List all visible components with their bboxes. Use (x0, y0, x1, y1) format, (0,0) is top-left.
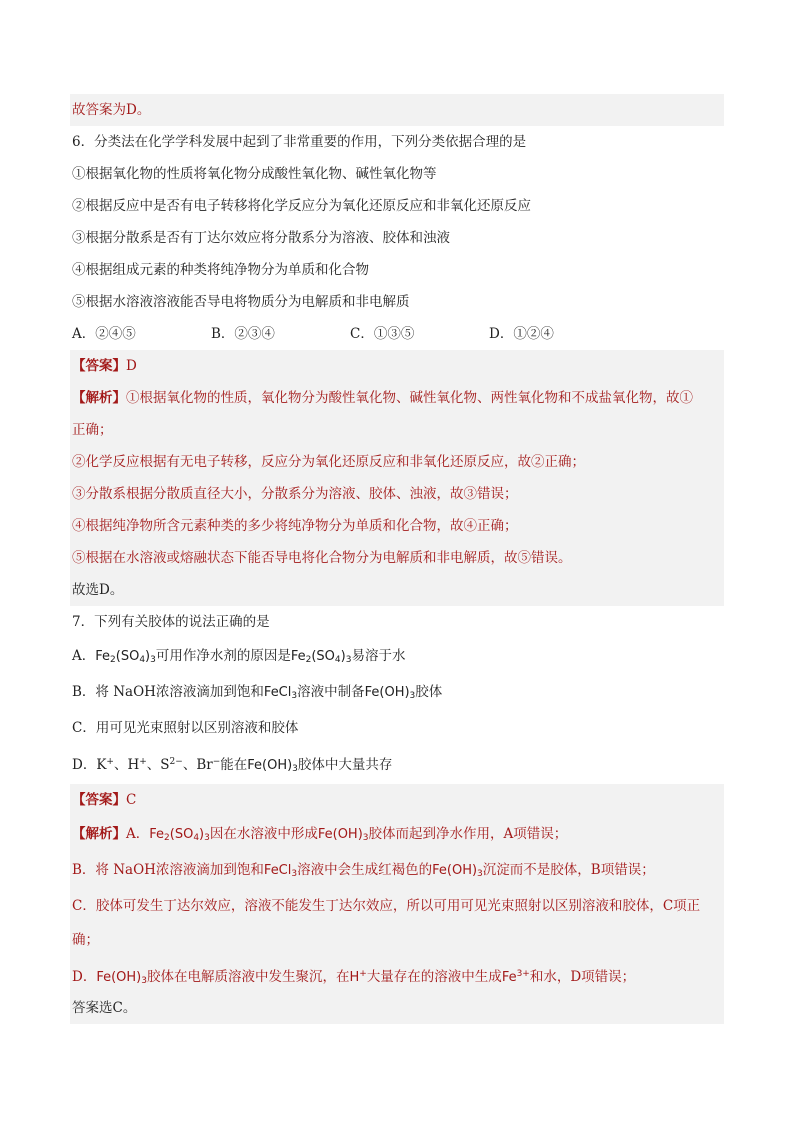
q7-option-b: B．将 NaOH浓溶液滴加到饱和FeCl$_3$溶液中制备$Fe(OH)_3$胶体 (72, 684, 443, 701)
q6-answer-line (70, 350, 724, 382)
formula-feoh3: $Fe(OH)_3$ (432, 863, 483, 879)
q7-option-d: D．K+、H+、$S^{2-}$、Br−能在$Fe(OH)_3$胶体中大量共存 (72, 757, 393, 774)
q6-options (70, 318, 724, 350)
q6-analysis-line-3: ②化学反应根据有无电子转移，反应分为氧化还原反应和非氧化还原反应，故②正确； (72, 454, 585, 470)
formula-feoh3: $Fe(OH)_3$ (247, 758, 298, 774)
q7-answer-value: C (126, 792, 137, 808)
formula-fecl3: FeCl$_3$ (263, 685, 298, 701)
formula-h-plus: H+ (349, 969, 367, 985)
q6-item-5: ⑤根据水溶液溶液能否导电将物质分为电解质和非电解质 (72, 294, 410, 310)
formula-feoh3: $Fe(OH)_3$ (364, 685, 416, 701)
previous-answer-conclusion: 故答案为D。 (70, 94, 724, 126)
q7-analysis-b: B．将 NaOH浓溶液滴加到饱和FeCl$_3$溶液中会生成红褐色的$Fe(OH)_3$沉淀而不是胶体，B项错误； (72, 862, 655, 879)
q6-answer-value: D (126, 358, 137, 374)
q7-analysis-label: 【解析】 (72, 826, 126, 842)
q6-analysis-label: 【解析】 (72, 390, 126, 406)
q6-analysis-line-5: ④根据纯净物所含元素种类的多少将纯净物分为单质和化合物，故④正确； (72, 518, 518, 534)
q7-analysis-c-1: C．胶体可发生丁达尔效应，溶液不能发生丁达尔效应，所以可用可见光束照射以区别溶液和胶体，C项正 (72, 898, 701, 914)
q7-option-c: C．用可见光束照射以区别溶液和胶体 (72, 720, 299, 736)
q6-answer-label: 【答案】 (72, 358, 126, 374)
document-page (70, 94, 724, 1024)
q6-item-3: ③根据分散系是否有丁达尔效应将分散系分为溶液、胶体和浊液 (72, 230, 450, 246)
q6-option-d: D．①②④ (489, 326, 554, 342)
q6-option-b: B．②③④ (211, 326, 275, 342)
q7-answer-label: 【答案】 (72, 792, 126, 808)
q6-analysis-line-1: 【解析】①根据氧化物的性质，氧化物分为酸性氧化物、碱性氧化物、两性氧化物和不成盐氧化物，故① (72, 390, 693, 406)
q7-conclusion: 答案选C。 (72, 1000, 137, 1016)
q7-solution-block (70, 784, 724, 1024)
q7-analysis-a: 【解析】A．$Fe_2(SO_4)_3$因在水溶液中形成$Fe(OH)_3$胶体而起到净水作用，A项错误； (72, 826, 568, 843)
q7-option-a: A．$Fe_2(SO_4)_3$可用作净水剂的原因是$Fe_2(SO_4)_3$易溶于水 (72, 648, 406, 665)
formula-fe2so43: $Fe_2(SO_4)_3$ (95, 649, 156, 665)
q6-option-a: A．②④⑤ (72, 326, 136, 342)
formula-fecl3: FeCl$_3$ (263, 863, 298, 879)
q6-item-2: ②根据反应中是否有电子转移将化学反应分为氧化还原反应和非氧化还原反应 (72, 198, 531, 214)
q6-stem: 6．分类法在化学学科发展中起到了非常重要的作用，下列分类依据合理的是 (72, 134, 527, 150)
q7-answer-line (70, 784, 724, 816)
q6-item-4: ④根据组成元素的种类将纯净物分为单质和化合物 (72, 262, 369, 278)
q7-analysis-c-2: 确； (72, 932, 99, 948)
q6-item-1: ①根据氧化物的性质将氧化物分成酸性氧化物、碱性氧化物等 (72, 166, 437, 182)
q6-analysis-line-6: ⑤根据在水溶液或熔融状态下能否导电将化合物分为电解质和非电解质，故⑤错误。 (72, 550, 572, 566)
q6-analysis-line-4: ③分散系根据分散质直径大小，分散系分为溶液、胶体、浊液，故③错误； (72, 486, 518, 502)
q6-conclusion: 故选D。 (72, 582, 124, 598)
formula-fe2so43: $Fe_2(SO_4)_3$ (149, 827, 210, 843)
q6-solution-block (70, 350, 724, 606)
q6-analysis-line-2: 正确； (72, 422, 113, 438)
q7-stem: 7．下列有关胶体的说法正确的是 (72, 614, 270, 630)
formula-fe2so43: $Fe_2(SO_4)_3$ (290, 649, 352, 665)
formula-feoh3: $Fe(OH)_3$ (96, 970, 147, 986)
formula-feoh3: $Fe(OH)_3$ (317, 827, 369, 843)
formula-fe3-plus: $Fe^{3+}$ (501, 969, 530, 985)
q7-analysis-d: D．$Fe(OH)_3$胶体在电解质溶液中发生聚沉，在H+大量存在的溶液中生成$Fe^{3+}$和水，D项错误； (72, 969, 636, 986)
q6-option-c: C．①③⑤ (350, 326, 415, 342)
